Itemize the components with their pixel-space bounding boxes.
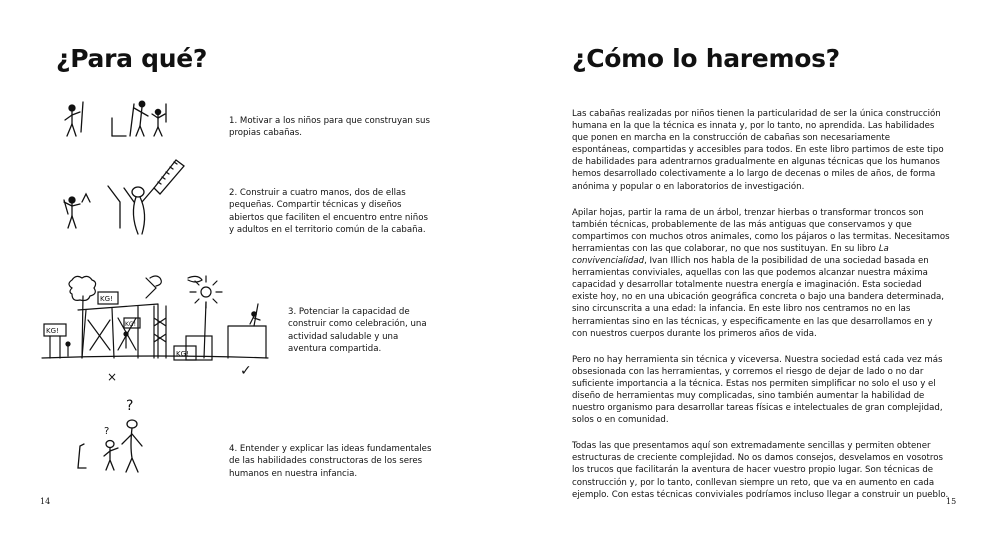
kg-label: KG! (125, 321, 136, 328)
paragraph (572, 440, 950, 500)
paragraph (572, 354, 950, 427)
kg-label: KG! (46, 327, 59, 335)
right-page (500, 0, 1000, 549)
left-page-title: ¿Para qué? (56, 44, 208, 73)
paragraph-text: Todas las que presentamos aquí son extremadamente sencillas y permiten obtener estructuras de creciente complejidad. No os damos consejos, desvelamos en vosotros los trucos que facilitarán la aventura de hacer vuestro propio lugar. Son técnicas de construcción y, por lo tanto, conllevan siempre un reto, que va en aumento en cada ejemplo. Con estas técnicas conviviales podríamos incluso llegar a construir un pueblo. (572, 441, 949, 500)
objective-item-4: 4. Entender y explicar las ideas fundamentales de las habilidades constructoras de los seres humanos en nuestra infancia. (229, 444, 432, 479)
paragraph-text: Las cabañas realizadas por niños tienen la particularidad de ser la única construcción humana en la que la técnica es innata y, por lo tanto, no aprendida. Las habilidades que ponen en marcha en la construcción de cabañas son necesariamente espontáneas, compartidas y accesibles para todos. En este libro partimos de este tipo de habilidades para adentrarnos gradualmente en algunas técnicas que los humanos hemos desarrollado colectivamente a lo largo de decenas o miles de años, de forma anónima y popular o en laboratorios de investigación. (572, 109, 944, 192)
paragraph-text: , Ivan Illich nos habla de la posibilidad de una sociedad basada en herramientas conviviales, aquellas con las que podemos alcanzar nuestra máxima capacidad y desarrollar totalmente nuestra energía e imaginación. Esta sociedad existe hoy, no en una ubicación geográfica concreta o bajo una bandera determinada, sino circunscrita a una edad: la infancia. En este libro nos centramos no en las herramientas sino en las técnicas, y especificamente en las que desarrollamos en y con nuestros cuerpos durante los primeros años de vida. (572, 256, 945, 339)
kg-label: KG! (176, 350, 189, 358)
sketch-child-and-adult-questioning (64, 398, 164, 478)
sketch-figures-with-sticks (62, 98, 182, 143)
paragraph-text: Apilar hojas, partir la rama de un árbol, trenzar hierbas o transformar troncos son también técnicas, probablemente de las más antiguas que conservamos y que compartimos con muchos otros animales, como los pájaros o las termitas. Necesitamos herramientas con las que colaborar, no que nos sustituyan. En su libro (572, 207, 950, 254)
paragraph-text: Pero no hay herramienta sin técnica y viceversa. Nuestra sociedad está cada vez más obsesionada con las herramientas, y corremos el riesgo de dejar de lado o no dar suficiente importancia a la técnica. Estas nos permiten simplificar no solo el uso y el diseño de herramientas muy complicadas, sino también aumentar la habilidad de nuestro organismo para desarrollar tareas físicas e intelectuales de gran complejidad, solos o en comunidad. (572, 354, 943, 426)
kg-label: KG! (100, 295, 113, 303)
cross-mark: × (107, 370, 118, 384)
question-mark: ? (126, 398, 134, 414)
objective-item-2: 2. Construir a cuatro manos, dos de ellas pequeñas. Compartir técnicas y diseños abiertos que faciliten el encuentro entre niños y adultos en el territorio común de la cabaña. (229, 188, 428, 236)
right-page-number: 15 (946, 497, 957, 506)
objective-item-3: 3. Potenciar la capacidad de construir como celebración, una actividad saludable y una aventura compartida. (288, 307, 427, 355)
body-text (572, 108, 950, 515)
sketch-celebration-construction (38, 270, 273, 380)
book-title: La convivencialidad (572, 243, 889, 267)
paragraph (572, 207, 950, 340)
sketch-child-and-adult-with-saw (58, 156, 188, 236)
objective-item-1: 1. Motivar a los niños para que construyan sus propias cabañas. (229, 116, 430, 139)
left-page-number: 14 (40, 497, 51, 506)
right-page-title: ¿Cómo lo haremos? (572, 44, 840, 73)
paragraph (572, 108, 950, 193)
check-mark: ✓ (240, 363, 252, 379)
question-mark: ? (104, 426, 110, 437)
